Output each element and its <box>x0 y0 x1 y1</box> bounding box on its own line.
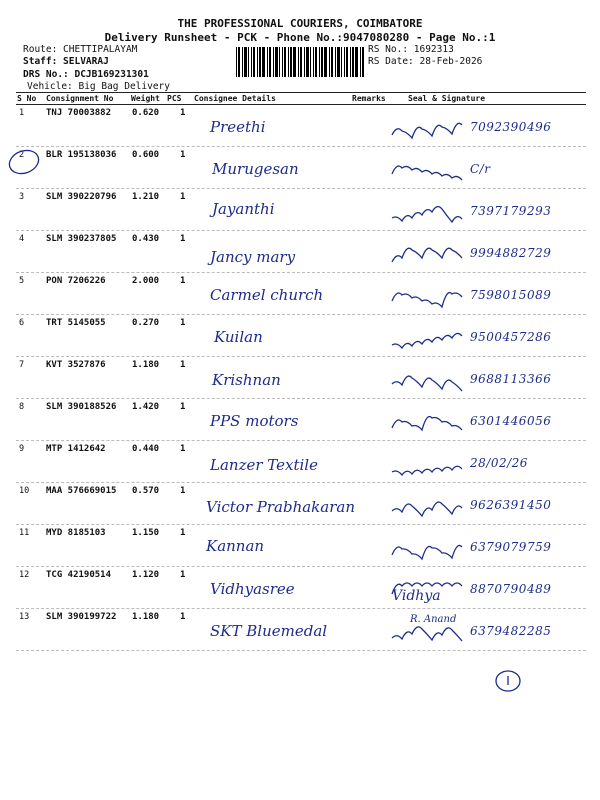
row-signature-scribble <box>390 370 470 396</box>
row-signature-scribble <box>390 286 470 312</box>
row-separator <box>16 650 586 651</box>
col-seal-signature: Seal & Signature <box>408 94 486 103</box>
runsheet-subtitle: Delivery Runsheet - PCK - Phone No.:9047080280 - Page No.:1 <box>104 31 496 44</box>
row-weight: 1.180 <box>132 360 160 370</box>
row-pcs: 1 <box>180 570 186 580</box>
circle-mark-row2 <box>6 148 46 178</box>
row-consignee-name: Kannan <box>206 537 265 555</box>
row-signature-scribble <box>390 202 470 228</box>
rs-number: RS No.: 1692313 <box>368 44 454 55</box>
row-sno: 2 <box>19 150 25 160</box>
row-phone-signature: C/r <box>470 162 491 176</box>
row-weight: 2.000 <box>132 276 160 286</box>
row-pcs: 1 <box>180 192 186 202</box>
row-weight: 1.180 <box>132 612 160 622</box>
row-consignment-no: PON 7206226 <box>46 276 106 286</box>
row-pcs: 1 <box>180 276 186 286</box>
row-sno: 9 <box>19 444 25 454</box>
row-separator <box>16 440 586 441</box>
row-consignment-no: SLM 390188526 <box>46 402 117 412</box>
route-label: Route: CHETTIPALAYAM <box>23 44 138 55</box>
row-consignee-name: Preethi <box>210 118 266 136</box>
row-sno: 3 <box>19 192 25 202</box>
vehicle-label: Vehicle: Big Bag Delivery <box>27 81 170 92</box>
row-signature-scribble <box>390 412 470 438</box>
row-consignment-no: BLR 195138036 <box>46 150 117 160</box>
header-bottom-rule <box>16 104 586 105</box>
col-remarks: Remarks <box>352 94 386 103</box>
row-separator <box>16 188 586 189</box>
row-phone-signature: 6379079759 <box>470 540 552 554</box>
row-consignee-name: Lanzer Textile <box>210 456 318 474</box>
row-separator <box>16 146 586 147</box>
row13-signature: Vidhya <box>392 588 441 604</box>
row-consignee-name: Vidhyasree <box>210 580 295 598</box>
row-weight: 0.620 <box>132 108 160 118</box>
row-consignment-no: TRT 5145055 <box>46 318 106 328</box>
row-pcs: 1 <box>180 402 186 412</box>
row-weight: 0.430 <box>132 234 160 244</box>
row-consignment-no: SLM 390220796 <box>46 192 117 202</box>
row-consignee-name: Carmel church <box>210 286 324 304</box>
row-consignment-no: SLM 390237805 <box>46 234 117 244</box>
row-weight: 1.210 <box>132 192 160 202</box>
col-weight: Weight <box>131 94 160 103</box>
row-pcs: 1 <box>180 444 186 454</box>
row-weight: 1.420 <box>132 402 160 412</box>
row-phone-signature: 7397179293 <box>470 204 552 218</box>
row13-receiver-name: R. Anand <box>410 614 457 625</box>
row-signature-scribble <box>390 496 470 522</box>
row-consignee-name: Krishnan <box>212 371 281 389</box>
row-signature-scribble <box>390 328 470 354</box>
row-sno: 10 <box>19 486 30 496</box>
staff-label: Staff: SELVARAJ <box>23 56 109 67</box>
row-consignment-no: MYD 8185103 <box>46 528 106 538</box>
row-phone-signature: 6379482285 <box>470 624 552 638</box>
row-sno: 8 <box>19 402 25 412</box>
row-pcs: 1 <box>180 360 186 370</box>
row-consignment-no: MTP 1412642 <box>46 444 106 454</box>
row-sno: 5 <box>19 276 25 286</box>
row-signature-scribble <box>390 160 470 186</box>
row-phone-signature: 9994882729 <box>470 246 552 260</box>
row-separator <box>16 482 586 483</box>
row-separator <box>16 566 586 567</box>
row-phone-signature: 8870790489 <box>470 582 552 596</box>
row-weight: 1.150 <box>132 528 160 538</box>
row-signature-scribble <box>390 118 470 144</box>
row-sno: 6 <box>19 318 25 328</box>
row-weight: 0.270 <box>132 318 160 328</box>
row-signature-scribble <box>390 622 470 648</box>
row-consignee-name: SKT Bluemedal <box>210 622 328 640</box>
row-separator <box>16 230 586 231</box>
row-sno: 1 <box>19 108 25 118</box>
row-weight: 0.600 <box>132 150 160 160</box>
row-weight: 0.440 <box>132 444 160 454</box>
company-title: THE PROFESSIONAL COURIERS, COIMBATORE <box>177 17 423 30</box>
row-weight: 0.570 <box>132 486 160 496</box>
row-consignment-no: KVT 3527876 <box>46 360 106 370</box>
row-consignee-name: Kuilan <box>214 328 263 346</box>
row-sno: 11 <box>19 528 30 538</box>
row-pcs: 1 <box>180 486 186 496</box>
row-sno: 13 <box>19 612 30 622</box>
rs-date: RS Date: 28-Feb-2026 <box>368 56 483 67</box>
col-consignee: Consignee Details <box>194 94 276 103</box>
row-phone-signature: 7598015089 <box>470 288 552 302</box>
barcode <box>236 47 364 77</box>
row-consignee-name: Jayanthi <box>212 200 275 218</box>
row-separator <box>16 608 586 609</box>
row-pcs: 1 <box>180 234 186 244</box>
row-consignment-no: SLM 390199722 <box>46 612 117 622</box>
row-sno: 7 <box>19 360 25 370</box>
row-consignment-no: TNJ 70003882 <box>46 108 112 118</box>
row-phone-signature: 7092390496 <box>470 120 552 134</box>
row-separator <box>16 524 586 525</box>
row-consignment-no: TCG 42190514 <box>46 570 112 580</box>
row-consignee-name: Jancy mary <box>210 248 296 266</box>
row-pcs: 1 <box>180 108 186 118</box>
header-top-rule <box>16 92 586 93</box>
row-phone-signature: 28/02/26 <box>470 456 528 470</box>
col-sno: S No <box>17 94 37 103</box>
row-consignee-name: Victor Prabhakaran <box>206 498 355 516</box>
row-signature-scribble <box>390 538 470 564</box>
col-consignment: Consignment No <box>46 94 114 103</box>
row-signature-scribble <box>390 244 470 270</box>
row-consignment-no: MAA 576669015 <box>46 486 117 496</box>
row-consignee-name: Murugesan <box>212 160 299 178</box>
row-weight: 1.120 <box>132 570 160 580</box>
row-phone-signature: 6301446056 <box>470 414 552 428</box>
drs-label: DRS No.: DCJB169231301 <box>23 69 149 80</box>
row-sno: 12 <box>19 570 30 580</box>
row-sno: 4 <box>19 234 25 244</box>
row-pcs: 1 <box>180 612 186 622</box>
row-pcs: 1 <box>180 150 186 160</box>
row-phone-signature: 9500457286 <box>470 330 552 344</box>
row-consignee-name: PPS motors <box>210 412 299 430</box>
col-pcs: PCS <box>167 94 182 103</box>
row-pcs: 1 <box>180 318 186 328</box>
row-separator <box>16 272 586 273</box>
row-separator <box>16 356 586 357</box>
row-separator <box>16 398 586 399</box>
page-end-circle-mark <box>494 668 524 696</box>
row-signature-scribble <box>390 454 470 480</box>
row-pcs: 1 <box>180 528 186 538</box>
row-phone-signature: 9688113366 <box>470 372 552 386</box>
row-phone-signature: 9626391450 <box>470 498 552 512</box>
row-separator <box>16 314 586 315</box>
